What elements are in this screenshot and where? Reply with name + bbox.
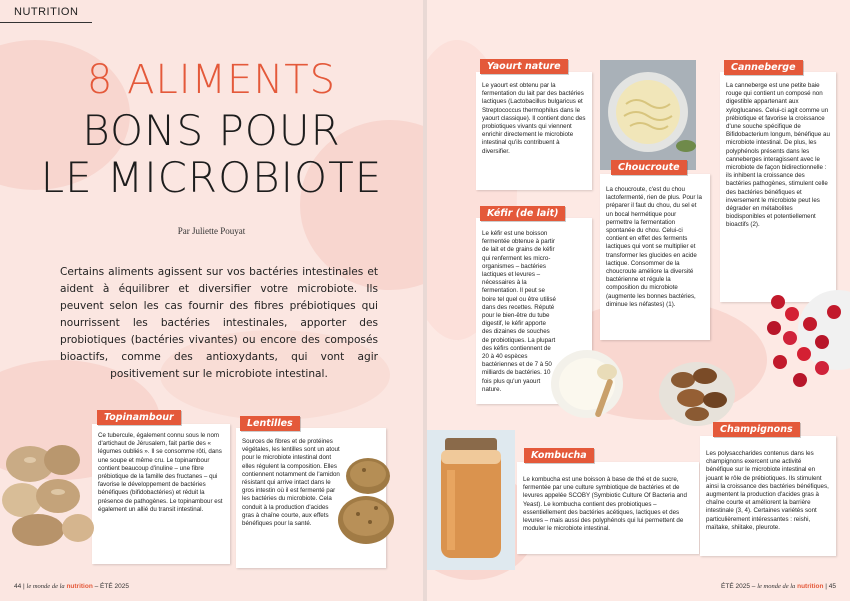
magazine-name-prefix: le monde de la <box>26 583 65 590</box>
title-line-1: 8 ALIMENTS <box>86 57 337 103</box>
lentilles-tag: Lentilles <box>240 416 300 431</box>
left-footer: 44 | le monde de la nutrition – ÉTÉ 2025 <box>14 583 129 590</box>
choucroute-photo <box>600 60 696 170</box>
champignons-illustration <box>657 354 737 426</box>
kefir-illustration <box>547 342 637 422</box>
page-number: 45 <box>828 583 836 590</box>
kombucha-illustration <box>427 430 515 570</box>
champignons-text: Les polysaccharides contenus dans les champignons exercent une activité bénéfique sur le microbiote intestinal en jouant le rôle de prébiotiques. Ils stimulent ainsi la croissance des bactéries bénéfiques, augmentent la production d'acides gras à chaîne courte et améliorent la barrière intestinale (3, 4). Certaines variétés sont particulièrement intéressantes : reishi, maïtake, shiitake, pleurote. <box>706 450 829 531</box>
kombucha-tag: Kombucha <box>524 448 594 463</box>
choucroute-tag: Choucroute <box>611 160 687 175</box>
title-line-3: LE MICROBIOTE <box>40 153 383 202</box>
kombucha-card <box>517 462 699 554</box>
section-label: NUTRITION <box>0 0 92 23</box>
issue-label: – ÉTÉ 2025 <box>94 583 129 590</box>
topinambour-text: Ce tubercule, également connu sous le nom d'artichaut de Jérusalem, fait partie des « légumes oubliés ». Il se consomme rôti, dans une soupe et même cru. Le topinambour contient beaucoup d'inuline – une fibre prébiotique de la famille des fructanes – qui favorise le développement de bactéries bénéfiques (bifidobactéries) et réduit la présence de pathogènes. Le topinambour est également un allié du transit intestinal. <box>98 432 223 513</box>
page-number: 44 <box>14 583 22 590</box>
intro-paragraph: Certains aliments agissent sur vos bactéries intestinales et aident à équilibrer et diversifier votre microbiote. Ils peuvent selon les cas fournir des fibres prébiotiques qui nourrissent les bactéries intestinales, apporter des probiotiques (bactéries vivantes) ou encore des composés bioactifs, comme des antioxydants, qui vont agir positivement sur le microbiote intestinal. <box>60 266 378 380</box>
lentilles-photo <box>336 448 400 548</box>
kefir-photo <box>547 342 637 422</box>
byline: Par Juliette Pouyat <box>177 226 246 236</box>
kefir-tag: Kéfir (de lait) <box>480 206 565 221</box>
topinambour-tag: Topinambour <box>97 410 181 425</box>
magazine-name-prefix: le monde de la <box>757 583 796 590</box>
left-page <box>0 0 423 601</box>
choucroute-text: La choucroute, c'est du chou lactofermenté, rien de plus. Pour la préparer il faut du chou, du sel et un bocal hermétique pour permettre la fermentation spontanée du chou. Celui-ci contient en effet des ferments lactiques qui vont se multiplier et transformer les glucides en acide lactique. Consommer de la choucroute améliore la diversité bactérienne et régule la composition du microbiote (augmente les bonnes bactéries, diminue les néfastes) (1). <box>606 186 702 308</box>
choucroute-illustration <box>600 60 696 170</box>
choucroute-card <box>600 174 710 340</box>
right-footer: ÉTÉ 2025 – le monde de la nutrition | 45 <box>721 583 836 590</box>
yaourt-text: Le yaourt est obtenu par la fermentation du lait par des bactéries lactiques (Lactobacillus bulgaricus et Streptococcus thermophilus dans le yaourt classique). Il contient donc des probiotiques vivants qui viennent enrichir directement le microbiote intestinal qu'ils contribuent à diversifier. <box>482 82 586 155</box>
champignons-card <box>700 436 836 556</box>
canneberge-illustration <box>760 272 850 402</box>
title-line-2: BONS POUR <box>82 106 341 155</box>
magazine-name: nutrition <box>66 583 93 590</box>
lentilles-illustration <box>336 448 400 548</box>
yaourt-tag: Yaourt nature <box>480 59 568 74</box>
champignons-photo <box>657 354 737 426</box>
kombucha-text: Le kombucha est une boisson à base de thé et de sucre, fermentée par une culture symbiotique de bactéries et de levures appelée SCOBY (Symbiotic Culture Of Bacteria and Yeast). Le kombucha contient des probiotiques – essentiellement des bactéries acétiques, lactiques et des levures – mais aussi des polyphénols qui lui permettent de moduler le microbiote intestinal. <box>523 476 687 533</box>
canneberge-photo <box>760 272 850 402</box>
yaourt-card <box>476 72 592 190</box>
champignons-tag: Champignons <box>713 422 800 437</box>
topinambour-photo <box>0 430 96 550</box>
right-page <box>427 0 850 601</box>
canneberge-card <box>720 72 836 302</box>
magazine-name: nutrition <box>797 583 824 590</box>
topinambour-illustration <box>0 430 96 550</box>
canneberge-text: La canneberge est une petite baie rouge qui contient un composé non digestible appartenant aux xyloglucanes. Celui-ci agit comme un prébiotique et favorise la croissance d'une souche spécifique de Bifidobacterium longum, bénéfique au microbiote intestinal. De plus, les polyphénols présents dans les canneberges interagissent avec le microbiote de façon bidirectionnelle : ils inhibent la croissance des bactéries pathogènes, stimulent celle des bactéries bénéfiques et inversement le microbiote peut les dégrader en métabolites biodisponibles et potentiellement bioactifs (2). <box>726 82 830 229</box>
topinambour-card <box>92 424 230 564</box>
issue-label: ÉTÉ 2025 – <box>721 583 756 590</box>
kefir-text: Le kéfir est une boisson fermentée obtenue à partir de lait et de grains de kéfir qui renferment les micro-organismes – bactéries lactiques et levures – nécessaires à la fermentation. Il peut se boire tel quel ou être utilisé dans des recettes. Réputé pour le bien-être du tube digestif, le kéfir apporte des dizaines de souches de probiotiques. La plupart des kéfirs contiennent de 20 à 40 espèces bactériennes et de 7 à 50 milliards de bactéries. 10 fois plus qu'un yaourt nature. <box>482 230 556 393</box>
lentilles-text: Sources de fibres et de protéines végétales, les lentilles sont un atout pour le microbiote intestinal dont elles régulent la composition. Elles contiennent notamment de l'amidon résistant qui arrive intact dans le gros intestin où il est fermenté par les bactéries du microbiote. Cela conduit à la production d'acides gras à chaîne courte, aux effets bénéfiques pour la santé. <box>242 438 340 528</box>
kombucha-photo <box>427 430 515 570</box>
canneberge-tag: Canneberge <box>724 60 803 75</box>
